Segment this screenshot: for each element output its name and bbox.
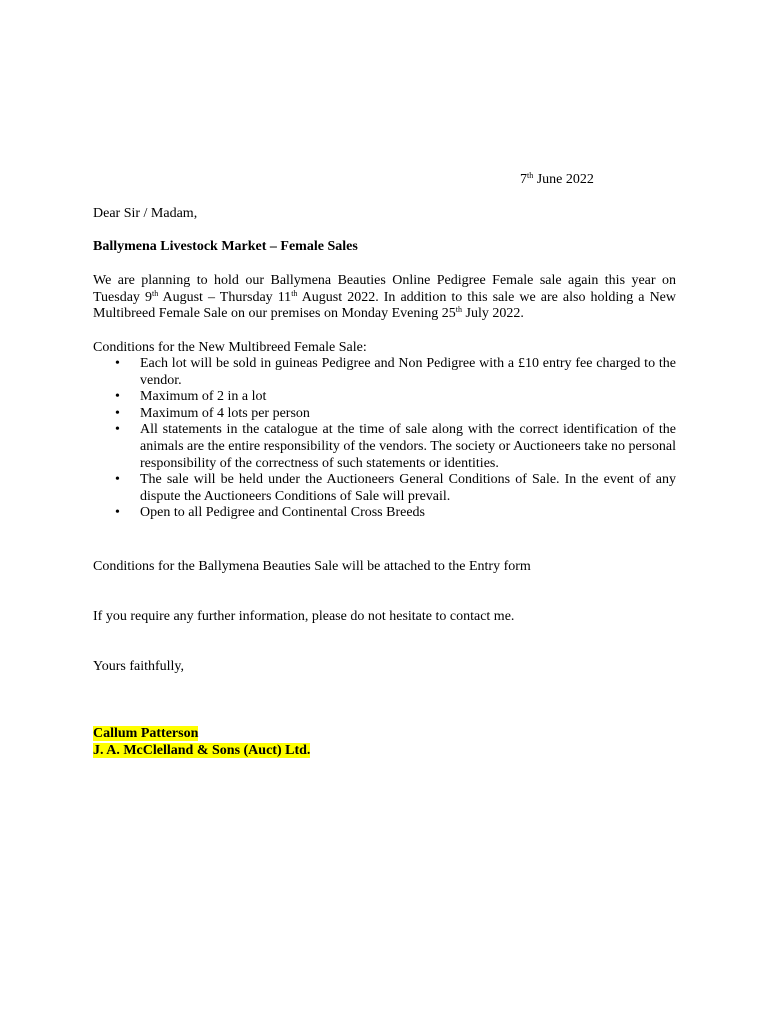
- list-item: [93, 422, 676, 472]
- bullet-icon: •: [115, 505, 120, 521]
- intro-paragraph: [93, 273, 676, 323]
- list-item: [93, 472, 676, 505]
- intro-text-3: August 2022. In addition to this sale we are also holding a New Multibreed Female Sale on our premises on Monday Evening 25: [93, 289, 677, 322]
- condition-text: The sale will be held under the Auctioneers General Conditions of Sale. In the event of any dispute the Auctioneers Conditions of Sale will prevail.: [140, 472, 676, 504]
- condition-text: All statements in the catalogue at the time of sale along with the correct identification of the animals are the entire responsibility of the vendors. The society or Auctioneers take no personal responsibility of the correctness of such statements or identities.: [140, 422, 676, 471]
- bullet-icon: •: [115, 405, 120, 421]
- letter-page: [93, 0, 676, 1024]
- intro-sup-1: th: [151, 288, 159, 298]
- signature-block: [93, 726, 310, 759]
- letter-heading: Ballymena Livestock Market – Female Sales: [93, 239, 358, 254]
- intro-text-2: August – Thursday 11: [158, 289, 292, 305]
- intro-text-1: We are planning to hold our Ballymena Beauties Online Pedigree Female sale again this year on Tuesday 9: [93, 273, 676, 305]
- salutation: Dear Sir / Madam,: [93, 206, 198, 221]
- signature-name: Callum Patterson: [93, 726, 199, 741]
- conditions-list: [93, 356, 676, 522]
- signature-company-line: [93, 743, 310, 760]
- closing: Yours faithfully,: [93, 659, 185, 674]
- conditions-intro: Conditions for the New Multibreed Female Sale:: [93, 340, 367, 355]
- intro-sup-2: th: [291, 288, 298, 298]
- condition-text: Maximum of 4 lots per person: [140, 405, 310, 421]
- date-suffix: th: [527, 171, 534, 180]
- condition-text: Each lot will be sold in guineas Pedigree and Non Pedigree with a £10 entry fee charged to the vendor.: [140, 356, 676, 388]
- intro-text-4: July 2022.: [462, 306, 524, 322]
- beauties-note: Conditions for the Ballymena Beauties Sale will be attached to the Entry form: [93, 559, 531, 574]
- condition-text: Maximum of 2 in a lot: [140, 389, 267, 405]
- date-rest: June 2022: [533, 172, 594, 187]
- signature-name-line: [93, 726, 310, 743]
- bullet-icon: •: [115, 389, 120, 405]
- condition-text: Open to all Pedigree and Continental Cross Breeds: [140, 505, 425, 521]
- bullet-icon: •: [115, 422, 120, 438]
- bullet-icon: •: [115, 472, 120, 488]
- signature-company: J. A. McClelland & Sons (Auct) Ltd.: [93, 742, 311, 758]
- list-item: [93, 406, 676, 423]
- list-item: [93, 505, 676, 522]
- intro-sup-3: th: [455, 305, 462, 315]
- date-day: 7: [520, 172, 527, 187]
- list-item: [93, 389, 676, 406]
- bullet-icon: •: [115, 356, 120, 371]
- further-info: If you require any further information, please do not hesitate to contact me.: [93, 609, 515, 624]
- letter-date: [520, 172, 594, 189]
- list-item: [93, 356, 676, 389]
